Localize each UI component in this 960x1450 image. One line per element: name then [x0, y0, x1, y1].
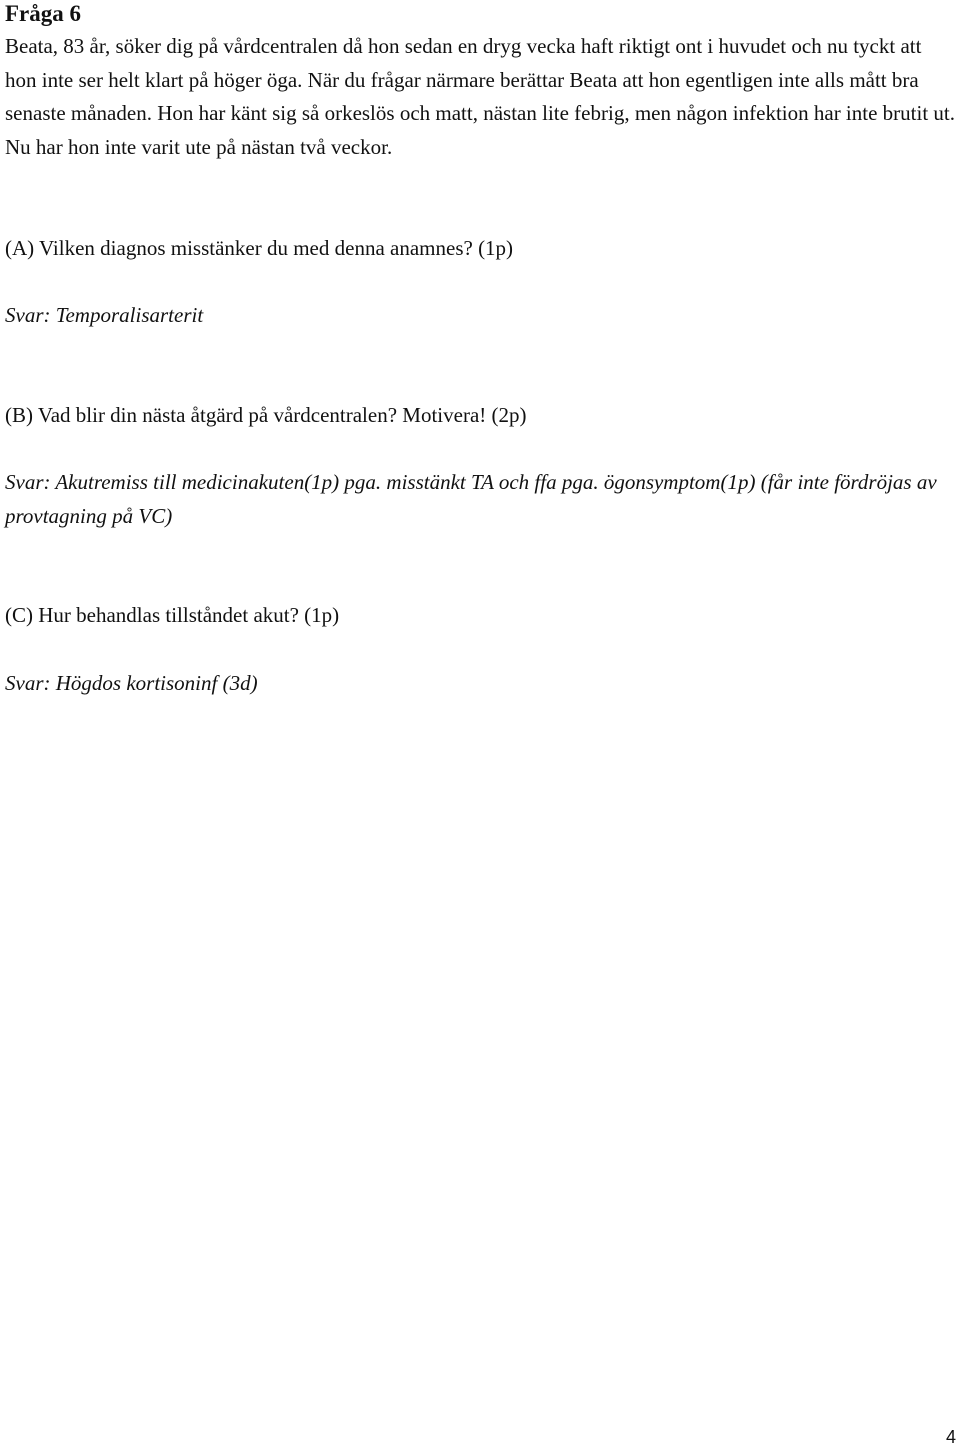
question-title: Fråga 6: [5, 1, 82, 26]
case-description: Beata, 83 år, söker dig på vårdcentralen då hon sedan en dryg vecka haft riktigt ont i huvudet och nu tyckt att hon inte ser helt klart på höger öga. När du frågar närmare berättar Beata att hon egentligen inte alls mått bra senaste månaden. Hon har känt sig så orkeslös och matt, nästan lite febrig, men någon infektion har inte brutit ut. Nu har hon inte varit ute på nästan två veckor.: [5, 34, 956, 159]
answer-a: Svar: Temporalisarterit: [5, 303, 204, 327]
question-b: (B) Vad blir din nästa åtgärd på vårdcentralen? Motivera! (2p): [5, 403, 527, 427]
answer-c: Svar: Högdos kortisoninf (3d): [5, 671, 258, 695]
question-c: (C) Hur behandlas tillståndet akut? (1p): [5, 603, 340, 627]
question-a: (A) Vilken diagnos misstänker du med denna anamnes? (1p): [5, 236, 514, 260]
answer-b: Svar: Akutremiss till medicinakuten(1p) pga. misstänkt TA och ffa pga. ögonsymptom(1p) (får inte fördröjas av provtagning på VC): [5, 470, 937, 528]
page-number: 4: [945, 1427, 956, 1447]
